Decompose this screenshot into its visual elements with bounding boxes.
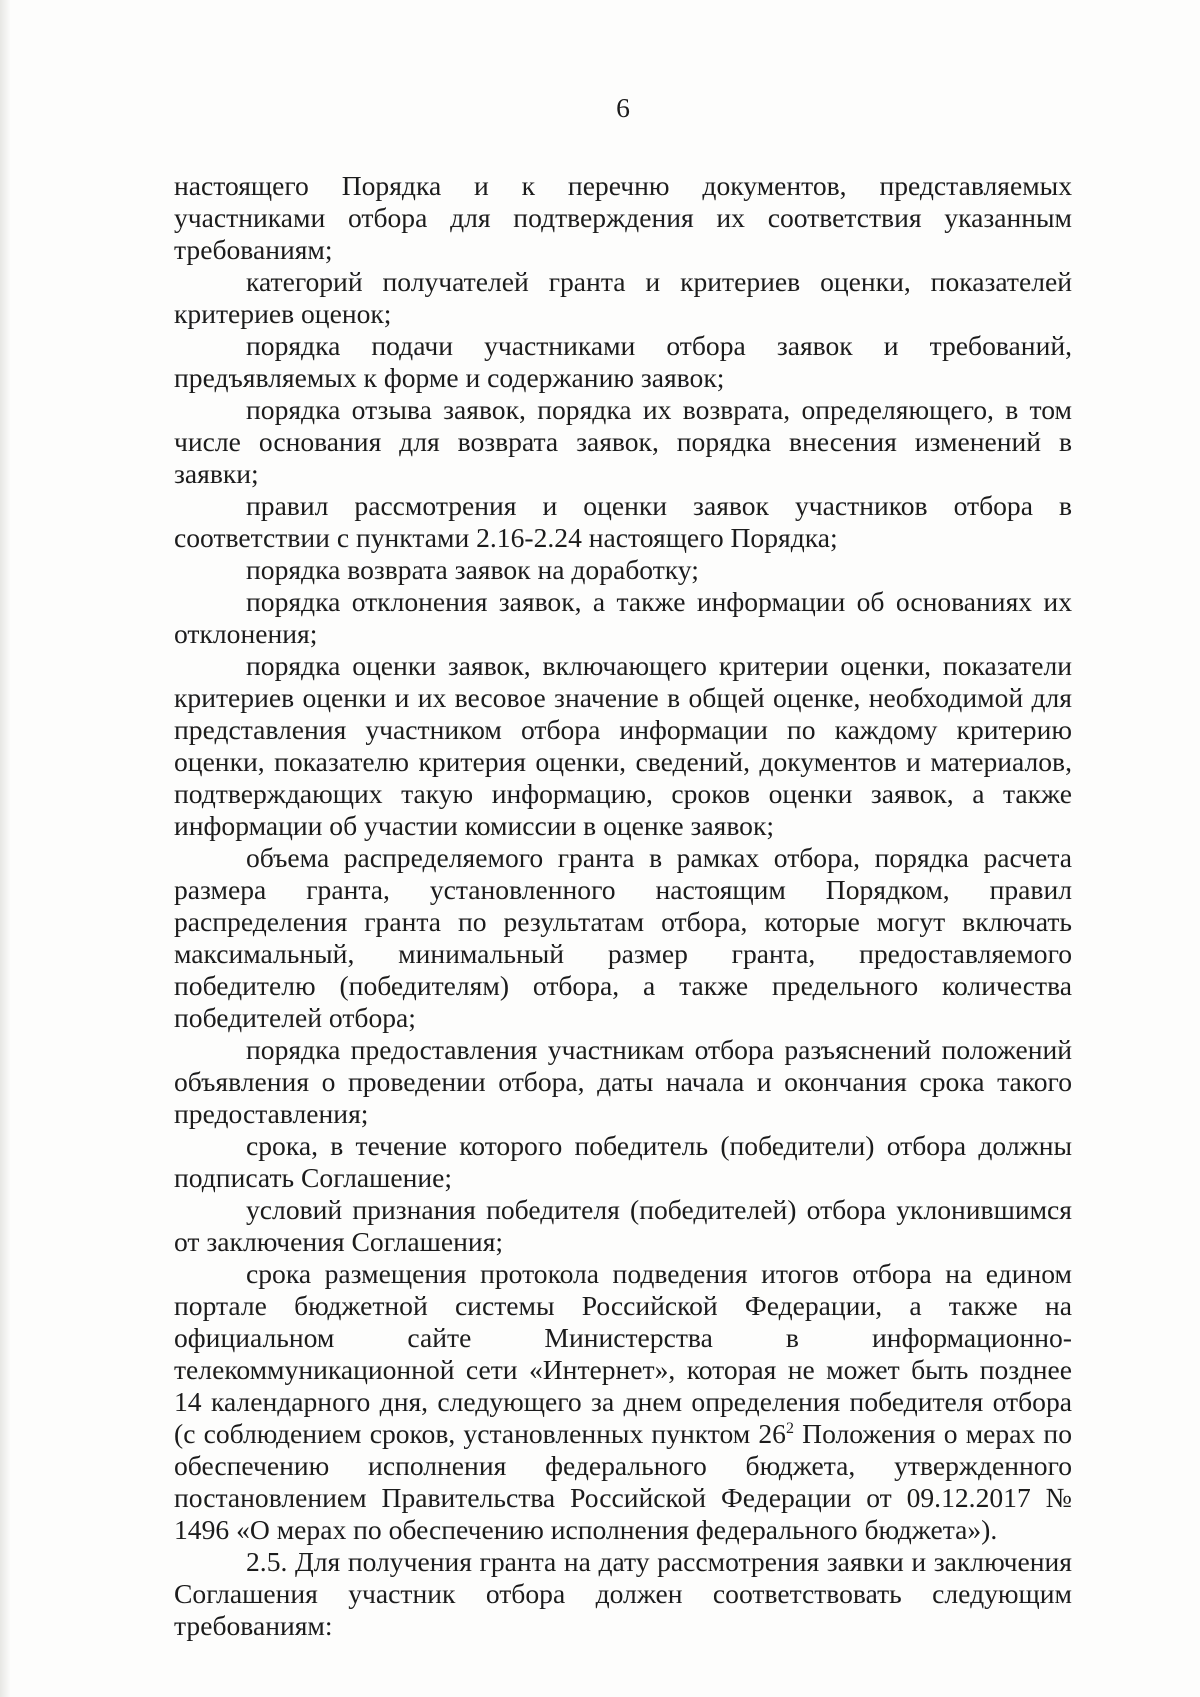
- paragraph-11: срока, в течение которого победитель (победители) отбора должны подписать Соглашение;: [174, 1130, 1072, 1193]
- paragraph-9: объема распределяемого гранта в рамках отбора, порядка расчета размера гранта, установленного настоящим Порядком, правил распределения гранта по результатам отбора, которые могут включать максимальный, минимальный размер гранта, предоставляемого победителю (победителям) отбора, а также предельного количества победителей отбора;: [174, 842, 1072, 1033]
- section-2-5: 2.5. Для получения гранта на дату рассмотрения заявки и заключения Соглашения участник отбора должен соответствовать следующим требованиям:: [174, 1546, 1072, 1641]
- paragraph-13: [174, 1258, 1072, 1546]
- page-number: 6: [616, 92, 630, 123]
- paragraph-8: порядка оценки заявок, включающего критерии оценки, показатели критериев оценки и их весовое значение в общей оценке, необходимой для представления участником отбора информации по каждому критерию оценки, показателю критерия оценки, сведений, документов и материалов, подтверждающих такую информацию, сроков оценки заявок, а также информации об участии комиссии в оценке заявок;: [174, 650, 1072, 841]
- paragraph-10: порядка предоставления участникам отбора разъяснений положений объявления о проведении отбора, даты начала и окончания срока такого предоставления;: [174, 1034, 1072, 1129]
- paragraph-12: условий признания победителя (победителей) отбора уклонившимся от заключения Соглашения;: [174, 1194, 1072, 1257]
- paragraph-5: правил рассмотрения и оценки заявок участников отбора в соответствии с пунктами 2.16-2.24 настоящего Порядка;: [174, 490, 1072, 553]
- paragraph-3: порядка подачи участниками отбора заявок и требований, предъявляемых к форме и содержанию заявок;: [174, 330, 1072, 393]
- paragraph-13-part-2: Положения о мерах по обеспечению исполнения федерального бюджета, утвержденного постановлением Правительства Российской Федерации от 09.12.2017 № 1496 «О мерах по обеспечению исполнения федерального бюджета»).: [174, 1418, 1073, 1545]
- paragraph-13-part-1: срока размещения протокола подведения итогов отбора на едином портале бюджетной системы Российской Федерации, а также на официальном сайте Министерства в информационно-телекоммуникационной сети «Интернет», которая не может быть позднее 14 календарного дня, следующего за днем определения победителя отбора (с соблюдением сроков, установленных пунктом 26: [174, 1258, 1072, 1449]
- paragraph-7: порядка отклонения заявок, а также информации об основаниях их отклонения;: [174, 586, 1072, 649]
- paragraph-2: категорий получателей гранта и критериев оценки, показателей критериев оценок;: [174, 266, 1072, 329]
- paragraph-1: настоящего Порядка и к перечню документов, представляемых участниками отбора для подтверждения их соответствия указанным требованиям;: [174, 170, 1072, 265]
- paragraph-4: порядка отзыва заявок, порядка их возврата, определяющего, в том числе основания для возврата заявок, порядка внесения изменений в заявки;: [174, 394, 1072, 489]
- superscript-2: 2: [785, 1419, 794, 1437]
- paragraph-6: порядка возврата заявок на доработку;: [246, 554, 699, 585]
